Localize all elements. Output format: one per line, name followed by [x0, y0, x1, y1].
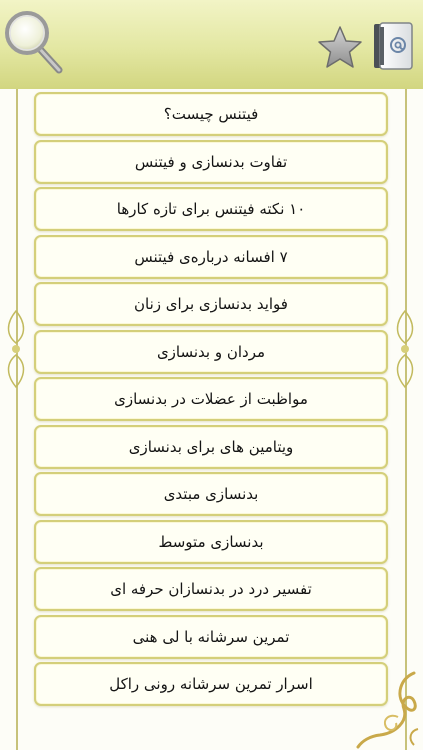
topics-list	[34, 92, 390, 710]
list-item-label: بدنسازی متوسط	[158, 532, 264, 551]
ornament-left-icon	[2, 309, 30, 389]
list-item[interactable]	[34, 377, 388, 421]
list-item[interactable]	[34, 282, 388, 326]
list-item[interactable]	[34, 330, 388, 374]
list-item-label: ۷ افسانه درباره‌ی فیتنس	[134, 247, 288, 266]
contacts-book-icon	[372, 21, 416, 71]
list-item-label: تفاوت بدنسازی و فیتنس	[134, 152, 288, 171]
list-item-label: ویتامین های برای بدنسازی	[128, 437, 294, 456]
list-item-label: مواظبت از عضلات در بدنسازی	[114, 390, 308, 408]
ornament-right-icon	[391, 309, 419, 389]
top-toolbar	[0, 0, 423, 90]
frame-border-left	[16, 89, 18, 750]
list-item[interactable]	[34, 662, 388, 706]
list-item-label: تفسیر درد در بدنسازان حرفه ای	[110, 580, 312, 598]
list-item-label: فیتنس چیست؟	[163, 105, 259, 123]
search-icon	[4, 6, 64, 76]
list-item-label: اسرار تمرین سرشانه رونی راکل	[109, 675, 313, 693]
star-icon	[316, 24, 364, 72]
list-item[interactable]	[34, 235, 388, 279]
list-item[interactable]	[34, 140, 388, 184]
contacts-button[interactable]	[372, 21, 416, 71]
frame-border-right	[405, 89, 407, 750]
list-item[interactable]	[34, 520, 388, 564]
list-item[interactable]	[34, 567, 388, 611]
list-item-label: مردان و بدنسازی	[156, 342, 266, 361]
search-button[interactable]	[4, 6, 64, 76]
list-item-label: تمرین سرشانه با لی هنی	[132, 627, 290, 646]
list-item[interactable]	[34, 187, 388, 231]
list-item-label: فواید بدنسازی برای زنان	[134, 295, 288, 313]
list-item[interactable]	[34, 92, 388, 136]
menu-panel	[0, 89, 423, 750]
list-item-label: بدنسازی مبتدی	[163, 485, 259, 503]
list-item-label: ۱۰ نکته فیتنس برای تازه کارها	[116, 200, 306, 218]
list-item[interactable]	[34, 425, 388, 469]
list-item[interactable]	[34, 615, 388, 659]
favorites-button[interactable]	[316, 24, 364, 72]
list-item[interactable]	[34, 472, 388, 516]
